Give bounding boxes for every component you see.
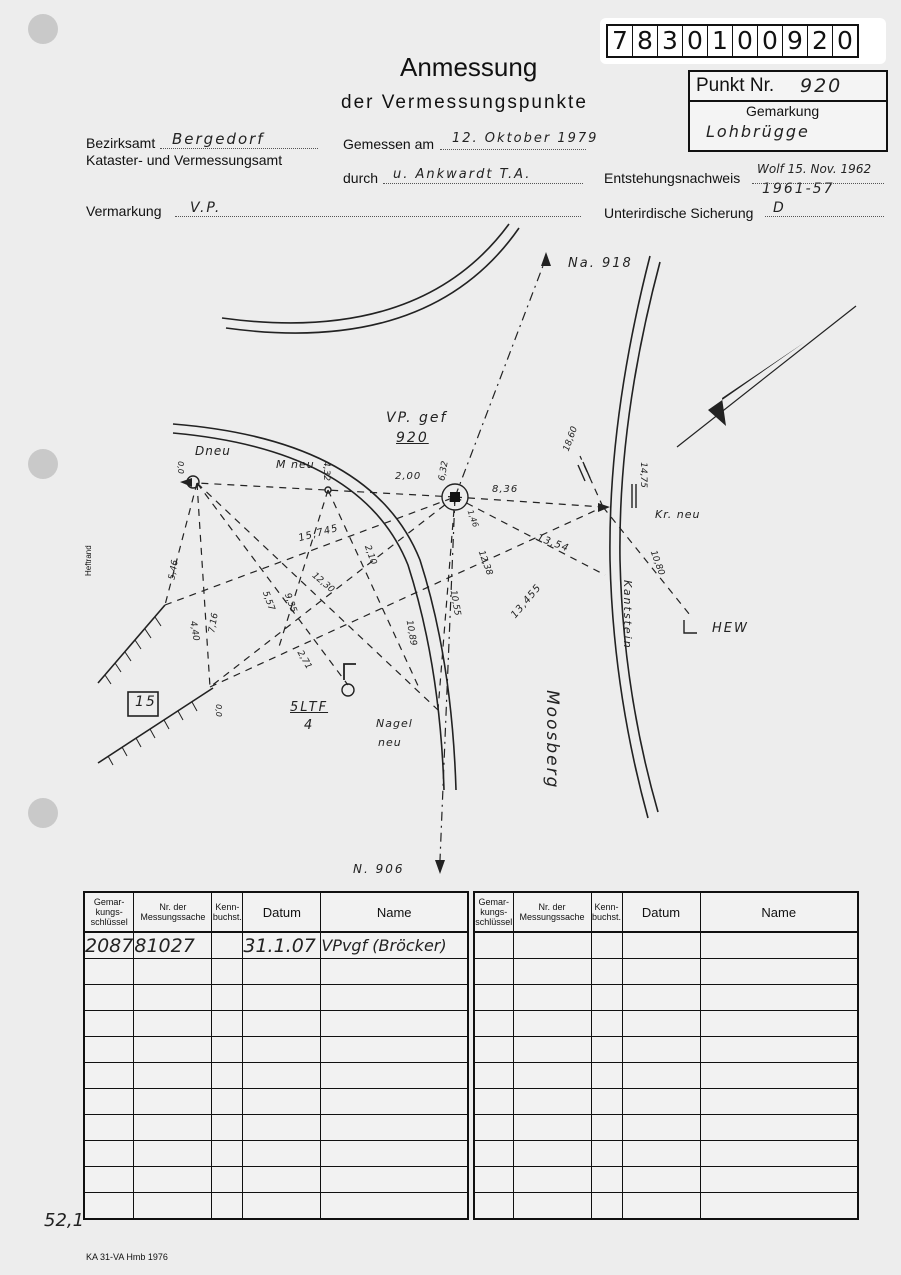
header-kenn: Kenn-buchst.	[591, 892, 622, 932]
sketch-vp-gef: VP. gef	[386, 410, 448, 426]
sketch-nagel-neu: neu	[378, 736, 402, 749]
margin-note: 52,1	[44, 1210, 85, 1231]
id-digit: 0	[837, 26, 853, 55]
sketch-m-neu: M neu	[276, 458, 315, 471]
id-digit: 0	[758, 26, 783, 56]
measure-label: 6,32	[437, 460, 451, 482]
measure-label: 0,0	[175, 461, 185, 474]
heftrand-label: Heftrand	[84, 545, 93, 576]
measure-label: 12,30	[309, 570, 336, 596]
header-datum: Datum	[243, 892, 321, 932]
gemessen-value: 12. Oktober 1979	[452, 131, 599, 146]
measure-label: 4,40	[187, 620, 201, 642]
entry-datum: 31.1.07	[243, 932, 321, 959]
sketch-n-906: N. 906	[353, 862, 405, 876]
sketch-no-918: Na. 918	[568, 256, 633, 271]
header-name: Name	[321, 892, 468, 932]
hew-marker-icon	[684, 620, 697, 633]
header-nr: Nr. der Messungssache	[134, 892, 212, 932]
measure-label: 1,46	[465, 508, 481, 529]
header-gemarkung: Gemar-kungs-schlüssel	[474, 892, 513, 932]
bezirksamt-label: Bezirksamt	[86, 135, 156, 151]
measure-label: 10,80	[647, 549, 666, 577]
id-digit: 0	[683, 26, 708, 56]
gemessen-label: Gemessen am	[343, 136, 435, 152]
measure-label: 8,36	[492, 484, 519, 495]
measure-label: 2,10	[361, 543, 379, 567]
measure-label: 13,54	[535, 532, 571, 555]
entry-name: VPvgf (Bröcker)	[321, 932, 468, 959]
durch-value: u. Ankwardt T.A.	[393, 167, 532, 182]
measure-label: 18,60	[561, 425, 580, 453]
nagel-point-icon	[342, 684, 354, 696]
form-code: KA 31-VA Hmb 1976	[86, 1252, 168, 1262]
entry-nr: 81027	[134, 932, 212, 959]
header-gemarkung: Gemar-kungs-schlüssel	[84, 892, 134, 932]
sketch-vp-920: 920	[396, 430, 429, 446]
id-digit: 1	[708, 26, 733, 56]
register-table-right	[473, 891, 859, 1220]
measure-label: 0,0	[213, 704, 223, 717]
sicherung-value: D	[773, 200, 786, 216]
id-digit: 2	[808, 26, 833, 56]
sketch-sltf-num: 4	[304, 718, 315, 733]
gemarkung-label: Gemarkung	[746, 103, 820, 119]
measure-label: 9,35	[281, 591, 299, 615]
sketch-box-15: 15	[135, 694, 157, 710]
page-title: Anmessung	[400, 52, 538, 82]
sketch-nagel: Nagel	[376, 717, 413, 730]
entstehung-value: Wolf 15. Nov. 1962	[757, 162, 872, 176]
entstehung-value-2: 1961-57	[762, 181, 835, 197]
vermarkung-value: V.P.	[190, 200, 222, 216]
id-digit: 8	[633, 26, 658, 56]
kataster-label: Kataster- und Vermessungsamt	[86, 152, 283, 168]
bezirksamt-value: Bergedorf	[172, 130, 265, 148]
sketch-hew: HEW	[712, 621, 749, 636]
sketch-d-neu: Dneu	[195, 444, 231, 458]
vermarkung-label: Vermarkung	[86, 203, 162, 219]
sketch-kr-neu: Kr. neu	[655, 508, 701, 521]
header-nr: Nr. der Messungssache	[513, 892, 591, 932]
page-subtitle: der Vermessungspunkte	[341, 92, 588, 113]
measure-label: 14,75	[637, 462, 648, 488]
header-kenn: Kenn-buchst.	[212, 892, 243, 932]
measure-label: 12,38	[475, 549, 494, 577]
register-table-left	[83, 891, 469, 1220]
entry-gemarkung: 2087	[84, 932, 134, 959]
measure-label: 5,46	[167, 559, 181, 581]
measure-label: 13,455	[509, 582, 544, 621]
measure-label: 2,00	[395, 471, 422, 482]
id-digit: 0	[733, 26, 758, 56]
entstehung-label: Entstehungsnachweis	[604, 170, 741, 186]
id-digit: 7	[608, 26, 633, 56]
header-name: Name	[700, 892, 858, 932]
measure-label: 4,32	[321, 460, 332, 482]
measure-label: 15,745	[297, 522, 340, 545]
header-datum: Datum	[622, 892, 700, 932]
sketch-kantstein: Kantstein	[621, 580, 634, 650]
measure-label: 5,57	[259, 589, 277, 613]
id-digit: 3	[658, 26, 683, 56]
punkt-value: 920	[800, 75, 843, 97]
measure-label: 7,16	[207, 612, 221, 634]
punkt-label: Punkt Nr.	[696, 75, 775, 96]
measure-label: 10,89	[403, 619, 419, 647]
durch-label: durch	[343, 170, 379, 186]
measure-label: 2,71	[294, 648, 314, 672]
gemarkung-value: Lohbrügge	[706, 122, 810, 141]
vp-marker-icon	[450, 492, 460, 502]
sketch-sltf: 5LTF	[290, 700, 329, 715]
sketch-moosberg: Moosberg	[542, 690, 562, 790]
sicherung-label: Unterirdische Sicherung	[604, 205, 754, 221]
table-row	[84, 932, 468, 959]
measure-label: 10,55	[447, 589, 463, 617]
id-digit: 9	[783, 26, 808, 56]
